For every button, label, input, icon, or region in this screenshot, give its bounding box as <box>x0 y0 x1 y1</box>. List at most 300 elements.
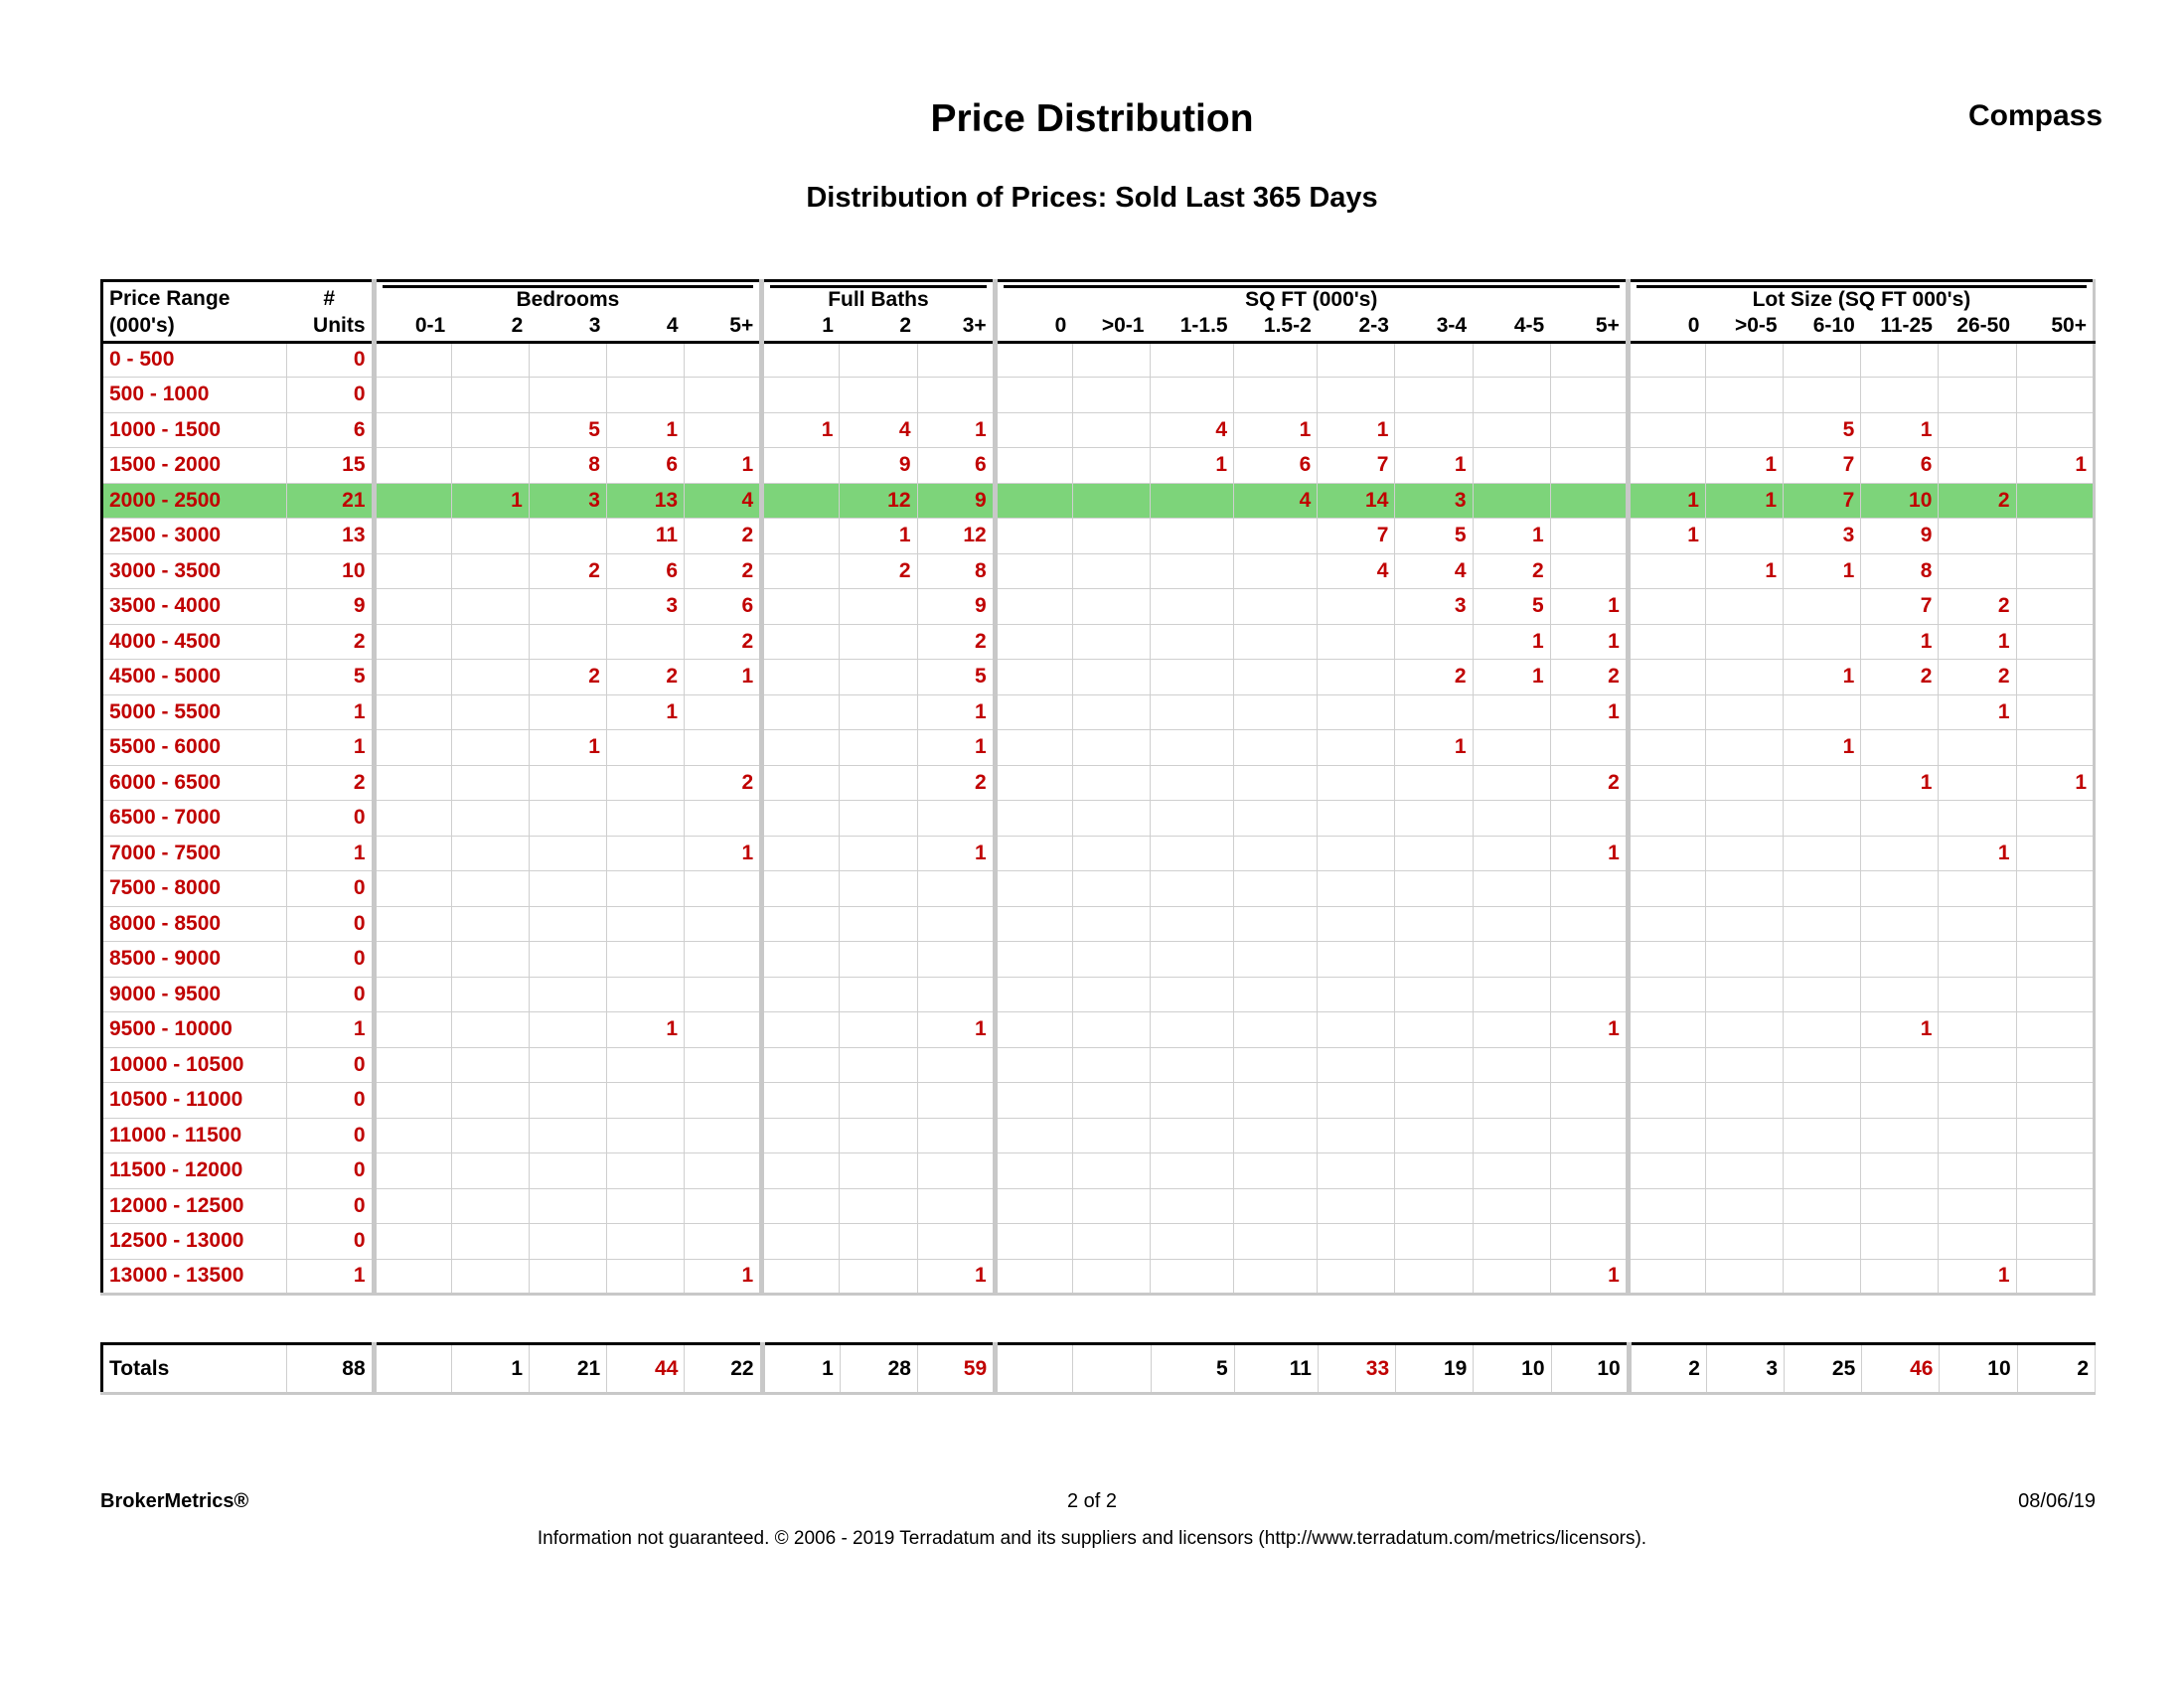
count-cell <box>1150 942 1233 978</box>
count-cell <box>840 1012 917 1048</box>
count-cell <box>840 942 917 978</box>
count-cell <box>451 871 529 907</box>
subcolumn-header: 4 <box>606 312 684 342</box>
count-cell <box>1234 942 1318 978</box>
count-cell <box>762 871 840 907</box>
count-cell <box>374 1118 451 1153</box>
count-cell <box>762 801 840 837</box>
count-cell <box>917 942 995 978</box>
count-cell: 1 <box>1550 624 1628 660</box>
count-cell <box>1150 1083 1233 1119</box>
count-cell <box>374 730 451 766</box>
subcolumn-header: 0 <box>995 312 1072 342</box>
count-cell <box>1473 412 1550 448</box>
count-cell <box>1705 801 1783 837</box>
count-cell: 1 <box>1939 1259 2016 1295</box>
count-cell: 8 <box>529 448 606 484</box>
count-cell <box>1861 1118 1939 1153</box>
count-cell <box>529 1188 606 1224</box>
count-cell <box>995 906 1072 942</box>
count-cell <box>1150 906 1233 942</box>
count-cell: 8 <box>1861 553 1939 589</box>
count-cell: 4 <box>840 412 917 448</box>
subcolumn-header: 3 <box>529 312 606 342</box>
count-cell <box>451 378 529 413</box>
count-cell <box>451 801 529 837</box>
count-cell <box>1628 942 1705 978</box>
count-cell <box>1150 589 1233 625</box>
count-cell <box>374 1047 451 1083</box>
table-row <box>102 977 2095 1012</box>
table-row <box>102 1188 2095 1224</box>
count-cell <box>1473 1012 1550 1048</box>
count-cell: 1 <box>762 412 840 448</box>
count-cell <box>1628 1012 1705 1048</box>
count-cell <box>1550 871 1628 907</box>
count-cell <box>1072 519 1150 554</box>
count-cell <box>917 801 995 837</box>
count-cell: 5 <box>529 412 606 448</box>
count-cell <box>606 1153 684 1189</box>
price-range-cell: 10500 - 11000 <box>102 1083 287 1119</box>
group-bedrooms-header <box>374 281 762 313</box>
count-cell: 4 <box>1395 553 1473 589</box>
count-cell <box>1939 1118 2016 1153</box>
count-cell <box>374 836 451 871</box>
count-cell <box>1072 624 1150 660</box>
count-cell <box>1150 836 1233 871</box>
count-cell <box>2016 836 2094 871</box>
count-cell <box>995 342 1072 378</box>
units-cell: 13 <box>287 519 374 554</box>
count-cell <box>762 1153 840 1189</box>
count-cell <box>1705 1012 1783 1048</box>
price-range-cell: 12500 - 13000 <box>102 1224 287 1260</box>
count-cell: 12 <box>840 483 917 519</box>
count-cell <box>917 1188 995 1224</box>
count-cell <box>1705 589 1783 625</box>
count-cell <box>2016 1188 2094 1224</box>
count-cell <box>1473 378 1550 413</box>
subcolumn-header: 1 <box>762 312 840 342</box>
col-price-range-subheader: (000's) <box>102 312 287 342</box>
count-cell <box>1395 801 1473 837</box>
count-cell <box>1861 378 1939 413</box>
count-cell <box>685 906 762 942</box>
count-cell <box>451 1153 529 1189</box>
count-cell <box>1784 342 1861 378</box>
count-cell <box>1784 765 1861 801</box>
group-sqft-header <box>995 281 1628 313</box>
price-range-cell: 2000 - 2500 <box>102 483 287 519</box>
count-cell <box>840 765 917 801</box>
count-cell: 1 <box>1473 624 1550 660</box>
count-cell <box>1234 906 1318 942</box>
count-cell <box>2016 553 2094 589</box>
subcolumn-header: 6-10 <box>1784 312 1861 342</box>
count-cell <box>1784 871 1861 907</box>
count-cell <box>1395 342 1473 378</box>
count-cell <box>762 1047 840 1083</box>
count-cell <box>1150 801 1233 837</box>
units-cell: 2 <box>287 765 374 801</box>
count-cell <box>685 1224 762 1260</box>
count-cell: 11 <box>606 519 684 554</box>
count-cell <box>374 660 451 695</box>
count-cell <box>1072 378 1150 413</box>
count-cell <box>762 694 840 730</box>
count-cell: 7 <box>1861 589 1939 625</box>
count-cell <box>1550 412 1628 448</box>
count-cell <box>529 1224 606 1260</box>
count-cell <box>1550 977 1628 1012</box>
count-cell <box>1473 906 1550 942</box>
count-cell: 6 <box>917 448 995 484</box>
count-cell <box>762 624 840 660</box>
col-price-range-header: Price Range <box>102 281 287 313</box>
count-cell <box>1072 1259 1150 1295</box>
count-cell <box>1395 836 1473 871</box>
count-cell <box>451 977 529 1012</box>
count-cell <box>1234 589 1318 625</box>
subcolumn-header: 0 <box>1628 312 1705 342</box>
count-cell <box>1550 801 1628 837</box>
count-cell: 1 <box>917 1259 995 1295</box>
units-cell: 6 <box>287 412 374 448</box>
count-cell <box>762 342 840 378</box>
total-cell: 10 <box>1474 1344 1551 1394</box>
count-cell <box>451 660 529 695</box>
total-cell: 1 <box>451 1344 529 1394</box>
count-cell <box>1628 660 1705 695</box>
count-cell <box>529 624 606 660</box>
count-cell: 6 <box>1861 448 1939 484</box>
count-cell <box>1234 801 1318 837</box>
count-cell <box>995 730 1072 766</box>
count-cell <box>1861 1188 1939 1224</box>
count-cell: 1 <box>1939 694 2016 730</box>
count-cell <box>2016 801 2094 837</box>
table-row <box>102 1012 2095 1048</box>
count-cell: 2 <box>1939 589 2016 625</box>
count-cell <box>606 1118 684 1153</box>
count-cell <box>1473 1188 1550 1224</box>
count-cell: 1 <box>917 836 995 871</box>
count-cell <box>1784 1083 1861 1119</box>
count-cell <box>1072 730 1150 766</box>
count-cell <box>1473 942 1550 978</box>
count-cell: 8 <box>917 553 995 589</box>
count-cell <box>762 589 840 625</box>
count-cell <box>1318 1153 1395 1189</box>
count-cell <box>2016 1047 2094 1083</box>
table-row <box>102 942 2095 978</box>
count-cell: 1 <box>1784 553 1861 589</box>
count-cell <box>1939 906 2016 942</box>
count-cell <box>606 1259 684 1295</box>
count-cell <box>1072 448 1150 484</box>
price-range-cell: 1500 - 2000 <box>102 448 287 484</box>
count-cell <box>529 378 606 413</box>
price-range-cell: 4500 - 5000 <box>102 660 287 695</box>
count-cell <box>1705 1259 1783 1295</box>
count-cell <box>1318 694 1395 730</box>
subcolumn-header: 2 <box>451 312 529 342</box>
total-cell: 59 <box>917 1344 995 1394</box>
brand-name: Compass <box>1967 99 2103 132</box>
count-cell <box>840 871 917 907</box>
count-cell <box>2016 1259 2094 1295</box>
units-cell: 0 <box>287 1047 374 1083</box>
count-cell <box>1705 765 1783 801</box>
count-cell <box>1861 906 1939 942</box>
count-cell <box>995 1224 1072 1260</box>
count-cell <box>1395 1118 1473 1153</box>
count-cell <box>995 448 1072 484</box>
count-cell: 2 <box>685 553 762 589</box>
units-cell: 15 <box>287 448 374 484</box>
price-range-cell: 500 - 1000 <box>102 378 287 413</box>
count-cell <box>451 624 529 660</box>
count-cell <box>1861 942 1939 978</box>
count-cell <box>1705 378 1783 413</box>
count-cell <box>529 765 606 801</box>
count-cell <box>1784 624 1861 660</box>
count-cell <box>606 1083 684 1119</box>
count-cell <box>374 624 451 660</box>
count-cell <box>1628 1047 1705 1083</box>
count-cell <box>1473 694 1550 730</box>
count-cell <box>1072 1188 1150 1224</box>
count-cell <box>451 553 529 589</box>
price-range-cell: 8000 - 8500 <box>102 906 287 942</box>
count-cell: 1 <box>1473 519 1550 554</box>
count-cell <box>1861 1224 1939 1260</box>
count-cell <box>1784 977 1861 1012</box>
count-cell <box>995 942 1072 978</box>
count-cell <box>1628 553 1705 589</box>
count-cell <box>1234 342 1318 378</box>
count-cell <box>2016 342 2094 378</box>
count-cell <box>451 765 529 801</box>
count-cell <box>2016 1012 2094 1048</box>
count-cell <box>374 871 451 907</box>
count-cell <box>762 378 840 413</box>
price-range-cell: 1000 - 1500 <box>102 412 287 448</box>
count-cell <box>529 519 606 554</box>
count-cell <box>1705 660 1783 695</box>
total-cell: 10 <box>1551 1344 1629 1394</box>
count-cell <box>1784 694 1861 730</box>
count-cell <box>1628 694 1705 730</box>
total-cell: 10 <box>1940 1344 2017 1394</box>
group-lot-size-label: Lot Size (SQ FT 000's) <box>1637 285 2087 312</box>
count-cell: 1 <box>1705 553 1783 589</box>
total-cell: 5 <box>1151 1344 1234 1394</box>
total-cell <box>1073 1344 1151 1394</box>
count-cell: 1 <box>1550 589 1628 625</box>
count-cell: 5 <box>917 660 995 695</box>
units-cell: 0 <box>287 342 374 378</box>
subcolumn-header: 4-5 <box>1473 312 1550 342</box>
count-cell <box>1473 871 1550 907</box>
count-cell <box>1318 342 1395 378</box>
count-cell: 5 <box>1784 412 1861 448</box>
count-cell <box>840 1259 917 1295</box>
count-cell <box>1861 342 1939 378</box>
units-cell: 0 <box>287 378 374 413</box>
count-cell <box>451 1188 529 1224</box>
count-cell <box>917 1118 995 1153</box>
count-cell <box>1150 1224 1233 1260</box>
count-cell <box>1234 1047 1318 1083</box>
count-cell <box>1072 1047 1150 1083</box>
count-cell <box>1473 1118 1550 1153</box>
units-cell: 0 <box>287 942 374 978</box>
units-cell: 0 <box>287 977 374 1012</box>
table-row <box>102 519 2095 554</box>
count-cell: 13 <box>606 483 684 519</box>
count-cell <box>685 1153 762 1189</box>
count-cell: 1 <box>1861 765 1939 801</box>
count-cell <box>1628 801 1705 837</box>
count-cell <box>1705 1083 1783 1119</box>
count-cell <box>685 694 762 730</box>
units-cell: 2 <box>287 624 374 660</box>
count-cell <box>1318 801 1395 837</box>
count-cell <box>1072 589 1150 625</box>
count-cell <box>1395 906 1473 942</box>
subcolumn-header: 2 <box>840 312 917 342</box>
count-cell <box>1550 378 1628 413</box>
count-cell <box>1705 624 1783 660</box>
count-cell <box>1784 1118 1861 1153</box>
count-cell <box>1395 765 1473 801</box>
total-cell: 28 <box>840 1344 917 1394</box>
count-cell <box>2016 694 2094 730</box>
units-cell: 21 <box>287 483 374 519</box>
count-cell <box>529 871 606 907</box>
count-cell: 1 <box>1234 412 1318 448</box>
count-cell <box>1072 1118 1150 1153</box>
count-cell <box>1550 519 1628 554</box>
group-sqft-label: SQ FT (000's) <box>1004 285 1620 312</box>
count-cell <box>374 1153 451 1189</box>
table-row <box>102 448 2095 484</box>
count-cell <box>840 730 917 766</box>
count-cell <box>685 871 762 907</box>
count-cell: 2 <box>1395 660 1473 695</box>
count-cell <box>1861 730 1939 766</box>
count-cell <box>1150 1153 1233 1189</box>
total-cell: 1 <box>762 1344 840 1394</box>
table-row <box>102 483 2095 519</box>
count-cell <box>762 1259 840 1295</box>
count-cell <box>995 589 1072 625</box>
count-cell <box>606 1188 684 1224</box>
count-cell: 1 <box>917 1012 995 1048</box>
count-cell <box>606 624 684 660</box>
count-cell: 3 <box>529 483 606 519</box>
count-cell <box>1473 1083 1550 1119</box>
count-cell <box>1150 1012 1233 1048</box>
count-cell: 9 <box>917 483 995 519</box>
price-range-cell: 6500 - 7000 <box>102 801 287 837</box>
count-cell <box>1628 1083 1705 1119</box>
count-cell <box>1939 378 2016 413</box>
table-row <box>102 412 2095 448</box>
count-cell <box>1150 342 1233 378</box>
count-cell <box>917 906 995 942</box>
count-cell <box>917 977 995 1012</box>
table-row <box>102 836 2095 871</box>
count-cell <box>374 1259 451 1295</box>
total-cell: 3 <box>1706 1344 1784 1394</box>
count-cell: 1 <box>917 694 995 730</box>
count-cell <box>840 624 917 660</box>
table-row <box>102 1047 2095 1083</box>
count-cell: 5 <box>1473 589 1550 625</box>
count-cell <box>1705 942 1783 978</box>
count-cell <box>1072 1012 1150 1048</box>
count-cell <box>2016 906 2094 942</box>
count-cell <box>1234 694 1318 730</box>
count-cell <box>840 977 917 1012</box>
count-cell: 2 <box>917 765 995 801</box>
count-cell <box>1939 1012 2016 1048</box>
price-range-cell: 12000 - 12500 <box>102 1188 287 1224</box>
count-cell <box>1628 448 1705 484</box>
col-units-subheader: Units <box>287 312 374 342</box>
count-cell <box>995 660 1072 695</box>
count-cell <box>1234 1153 1318 1189</box>
count-cell <box>1318 1047 1395 1083</box>
count-cell <box>1318 836 1395 871</box>
count-cell: 1 <box>606 412 684 448</box>
count-cell <box>1784 801 1861 837</box>
table-row <box>102 1224 2095 1260</box>
count-cell: 4 <box>1318 553 1395 589</box>
table-row <box>102 378 2095 413</box>
count-cell <box>1861 1047 1939 1083</box>
count-cell <box>1550 342 1628 378</box>
count-cell <box>374 519 451 554</box>
count-cell <box>1395 378 1473 413</box>
count-cell <box>1234 1118 1318 1153</box>
count-cell: 1 <box>1550 1259 1628 1295</box>
price-range-cell: 7000 - 7500 <box>102 836 287 871</box>
count-cell <box>1628 589 1705 625</box>
count-cell: 7 <box>1318 448 1395 484</box>
subcolumn-header: 26-50 <box>1939 312 2016 342</box>
count-cell <box>762 660 840 695</box>
count-cell <box>1395 1012 1473 1048</box>
count-cell <box>1939 519 2016 554</box>
count-cell <box>1072 342 1150 378</box>
table-row <box>102 694 2095 730</box>
count-cell: 1 <box>1784 660 1861 695</box>
count-cell <box>2016 977 2094 1012</box>
subcolumn-header: 3-4 <box>1395 312 1473 342</box>
count-cell <box>1072 483 1150 519</box>
count-cell <box>1234 836 1318 871</box>
count-cell: 1 <box>1395 448 1473 484</box>
count-cell: 6 <box>606 553 684 589</box>
count-cell: 9 <box>1861 519 1939 554</box>
count-cell <box>995 836 1072 871</box>
count-cell: 2 <box>1550 660 1628 695</box>
count-cell <box>1861 836 1939 871</box>
